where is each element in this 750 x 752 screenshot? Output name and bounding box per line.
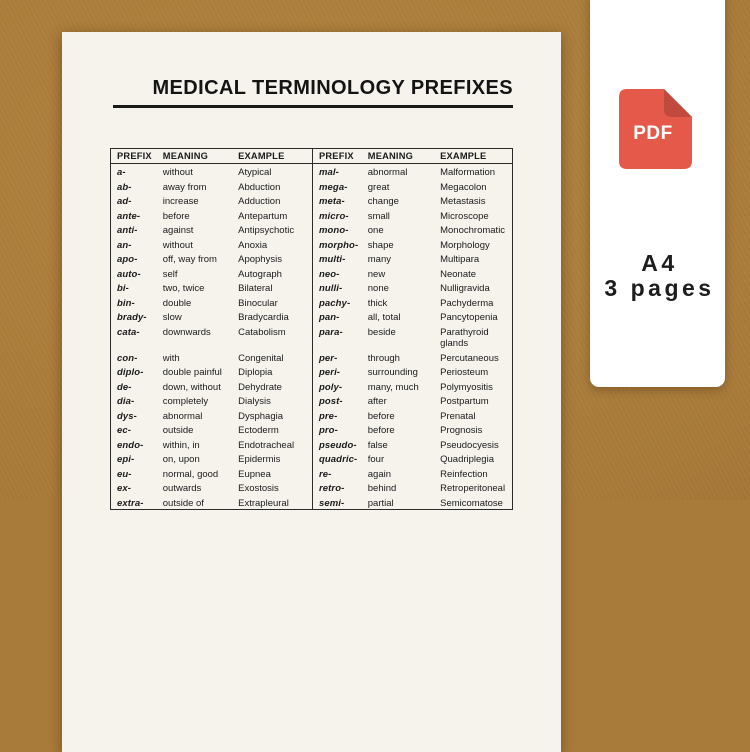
left-example-cell: Bradycardia: [238, 312, 289, 323]
left-example-cell: Epidermis: [238, 454, 281, 465]
right-meaning-cell: partial: [367, 497, 394, 509]
right-prefix-cell: mal-: [312, 164, 367, 179]
right-meaning-cell: change: [367, 196, 399, 207]
left-meaning-cell: outwards: [162, 483, 202, 494]
left-meaning-cell: without: [162, 239, 193, 251]
left-prefix-cell: ex-: [117, 483, 132, 494]
column-header-prefix: PREFIX: [312, 149, 367, 164]
pdf-fold-corner: [664, 89, 692, 117]
right-example-cell: Prognosis: [440, 425, 483, 436]
right-prefix-cell: per-: [312, 350, 367, 365]
right-prefix-cell: peri-: [312, 364, 367, 379]
left-meaning-cell: normal, good: [162, 468, 219, 480]
left-prefix-cell: ante-: [117, 210, 141, 222]
table-row: [111, 422, 513, 437]
right-example-cell: Semicomatose: [440, 497, 503, 509]
right-meaning-cell: new: [367, 268, 386, 280]
right-meaning-cell: before: [367, 425, 395, 436]
left-example-cell: Ectoderm: [238, 425, 279, 436]
right-meaning-cell: before: [367, 410, 395, 422]
left-prefix-cell: apo-: [117, 254, 138, 265]
table-row: [111, 480, 513, 495]
right-meaning-cell: none: [367, 283, 389, 294]
right-prefix-cell: multi-: [312, 251, 367, 266]
right-prefix-cell: para-: [312, 324, 367, 350]
right-example-cell: Retroperitoneal: [440, 483, 506, 494]
table-row: [111, 466, 513, 481]
left-example-cell: Extrapleural: [238, 497, 289, 509]
right-meaning-cell: thick: [367, 297, 388, 309]
table-header-row: [111, 149, 513, 164]
right-prefix-cell: mono-: [312, 222, 367, 237]
left-prefix-cell: de-: [117, 381, 132, 393]
left-prefix-cell: ec-: [117, 425, 132, 436]
table-row: [111, 408, 513, 423]
right-example-cell: Morphology: [440, 239, 490, 251]
right-prefix-cell: pachy-: [312, 295, 367, 310]
title-underline: [113, 105, 513, 108]
table-row: [111, 179, 513, 194]
left-prefix-cell: bi-: [117, 283, 129, 294]
table-row: [111, 350, 513, 365]
left-meaning-cell: without: [162, 167, 193, 178]
pages-label: 3 pages: [604, 275, 715, 301]
right-meaning-cell: beside: [367, 326, 396, 338]
right-example-cell: Pachyderma: [440, 297, 494, 309]
left-example-cell: Autograph: [238, 268, 282, 280]
page-title: MEDICAL TERMINOLOGY PREFIXES: [152, 77, 513, 99]
pdf-file-icon: [619, 89, 692, 169]
left-example-cell: Eupnea: [238, 468, 271, 480]
right-example-cell: Metastasis: [440, 196, 486, 207]
right-meaning-cell: great: [367, 181, 390, 193]
column-header-prefix: PREFIX: [111, 149, 163, 164]
left-example-cell: Anoxia: [238, 239, 268, 251]
file-spec-labels: [590, 251, 725, 301]
right-example-cell: Quadriplegia: [440, 454, 494, 465]
table-row: [111, 266, 513, 281]
left-example-cell: Antepartum: [238, 210, 288, 222]
table-row: [111, 193, 513, 208]
left-example-cell: Dehydrate: [238, 381, 282, 393]
right-example-cell: Nulligravida: [440, 283, 490, 294]
left-meaning-cell: away from: [162, 181, 207, 193]
right-example-cell: Polymyositis: [440, 381, 493, 393]
left-prefix-cell: dys-: [117, 410, 137, 422]
left-prefix-cell: eu-: [117, 468, 132, 480]
right-prefix-cell: semi-: [312, 495, 367, 510]
format-label: A4: [641, 250, 678, 276]
left-prefix-cell: epi-: [117, 454, 135, 465]
left-meaning-cell: within, in: [162, 439, 200, 451]
right-prefix-cell: post-: [312, 393, 367, 408]
left-example-cell: Bilateral: [238, 283, 273, 294]
left-prefix-cell: cata-: [117, 326, 140, 338]
right-example-cell: Neonate: [440, 268, 477, 280]
column-header-meaning: MEANING: [163, 149, 238, 164]
left-example-cell: Apophysis: [238, 254, 282, 265]
left-prefix-cell: brady-: [117, 312, 147, 323]
right-prefix-cell: neo-: [312, 266, 367, 281]
right-prefix-cell: meta-: [312, 193, 367, 208]
left-example-cell: Abduction: [238, 181, 281, 193]
right-prefix-cell: nulli-: [312, 280, 367, 295]
left-prefix-cell: dia-: [117, 396, 135, 407]
column-header-example: EXAMPLE: [238, 149, 312, 164]
right-prefix-cell: poly-: [312, 379, 367, 394]
right-prefix-cell: retro-: [312, 480, 367, 495]
left-example-cell: Antipsychotic: [238, 225, 295, 236]
left-example-cell: Congenital: [238, 352, 284, 364]
pdf-icon-label: PDF: [633, 123, 673, 144]
right-example-cell: Pancytopenia: [440, 312, 498, 323]
table-row: [111, 324, 513, 350]
left-example-cell: Endotracheal: [238, 439, 295, 451]
right-meaning-cell: abnormal: [367, 167, 408, 178]
left-meaning-cell: before: [162, 210, 190, 222]
left-meaning-cell: with: [162, 352, 180, 364]
left-meaning-cell: outside: [162, 425, 194, 436]
left-prefix-cell: con-: [117, 352, 138, 364]
right-meaning-cell: again: [367, 468, 391, 480]
right-example-cell: Pseudocyesis: [440, 439, 499, 451]
table-row: [111, 379, 513, 394]
left-prefix-cell: bin-: [117, 297, 135, 309]
left-meaning-cell: downwards: [162, 326, 211, 338]
table-row: [111, 451, 513, 466]
table-row: [111, 208, 513, 223]
right-meaning-cell: all, total: [367, 312, 401, 323]
right-meaning-cell: many, much: [367, 381, 419, 393]
column-header-meaning: MEANING: [368, 149, 440, 164]
left-prefix-cell: an-: [117, 239, 132, 251]
right-example-cell: Percutaneous: [440, 352, 499, 364]
left-prefix-cell: extra-: [117, 497, 144, 509]
left-meaning-cell: double painful: [162, 367, 222, 378]
left-meaning-cell: completely: [162, 396, 209, 407]
left-prefix-cell: anti-: [117, 225, 138, 236]
right-meaning-cell: after: [367, 396, 387, 407]
left-example-cell: Dysphagia: [238, 410, 284, 422]
right-prefix-cell: pro-: [312, 422, 367, 437]
left-example-cell: Catabolism: [238, 326, 286, 338]
left-example-cell: Atypical: [238, 167, 272, 178]
left-meaning-cell: double: [162, 297, 192, 309]
left-meaning-cell: self: [162, 268, 178, 280]
table-row: [111, 295, 513, 310]
table-row: [111, 222, 513, 237]
prefix-table: [110, 148, 513, 510]
left-meaning-cell: two, twice: [162, 283, 205, 294]
left-example-cell: Adduction: [238, 196, 281, 207]
right-meaning-cell: shape: [367, 239, 394, 251]
document-page: [62, 32, 561, 752]
left-prefix-cell: auto-: [117, 268, 141, 280]
table-row: [111, 280, 513, 295]
table-row: [111, 393, 513, 408]
left-example-cell: Exostosis: [238, 483, 279, 494]
right-meaning-cell: false: [367, 439, 388, 451]
right-example-cell: Periosteum: [440, 367, 489, 378]
right-example-cell: Postpartum: [440, 396, 489, 407]
right-prefix-cell: micro-: [312, 208, 367, 223]
table-row: [111, 437, 513, 452]
column-header-example: EXAMPLE: [440, 149, 512, 164]
left-meaning-cell: off, way from: [162, 254, 217, 265]
right-prefix-cell: pan-: [312, 309, 367, 324]
right-example-cell: Reinfection: [440, 468, 488, 480]
right-example-cell: Monochromatic: [440, 225, 506, 236]
right-example-cell: Malformation: [440, 167, 496, 178]
format-info-card: [590, 0, 725, 387]
table-body: [111, 164, 513, 510]
right-example-cell: Prenatal: [440, 410, 476, 422]
left-meaning-cell: abnormal: [162, 410, 203, 422]
right-prefix-cell: pseudo-: [312, 437, 367, 452]
left-prefix-cell: endo-: [117, 439, 144, 451]
table-row: [111, 164, 513, 179]
table-row: [111, 251, 513, 266]
table-row: [111, 495, 513, 510]
left-meaning-cell: outside of: [162, 497, 204, 509]
right-meaning-cell: four: [367, 454, 385, 465]
table-row: [111, 237, 513, 252]
right-prefix-cell: pre-: [312, 408, 367, 423]
right-prefix-cell: quadric-: [312, 451, 367, 466]
left-example-cell: Diplopia: [238, 367, 273, 378]
right-meaning-cell: through: [367, 352, 400, 364]
right-meaning-cell: one: [367, 225, 384, 236]
right-example-cell: Microscope: [440, 210, 489, 222]
left-prefix-cell: a-: [117, 167, 126, 178]
right-example-cell: Parathyroid glands: [440, 326, 489, 349]
right-prefix-cell: mega-: [312, 179, 367, 194]
right-meaning-cell: surrounding: [367, 367, 418, 378]
right-example-cell: Megacolon: [440, 181, 487, 193]
left-example-cell: Binocular: [238, 297, 278, 309]
right-meaning-cell: small: [367, 210, 390, 222]
left-prefix-cell: diplo-: [117, 367, 144, 378]
left-example-cell: Dialysis: [238, 396, 271, 407]
right-meaning-cell: behind: [367, 483, 397, 494]
left-meaning-cell: against: [162, 225, 194, 236]
right-prefix-cell: morpho-: [312, 237, 367, 252]
left-meaning-cell: increase: [162, 196, 199, 207]
table-row: [111, 364, 513, 379]
table-row: [111, 309, 513, 324]
right-prefix-cell: re-: [312, 466, 367, 481]
left-prefix-cell: ab-: [117, 181, 132, 193]
right-meaning-cell: many: [367, 254, 391, 265]
right-example-cell: Multipara: [440, 254, 480, 265]
left-meaning-cell: down, without: [162, 381, 221, 393]
left-meaning-cell: slow: [162, 312, 182, 323]
left-meaning-cell: on, upon: [162, 454, 200, 465]
left-prefix-cell: ad-: [117, 196, 132, 207]
